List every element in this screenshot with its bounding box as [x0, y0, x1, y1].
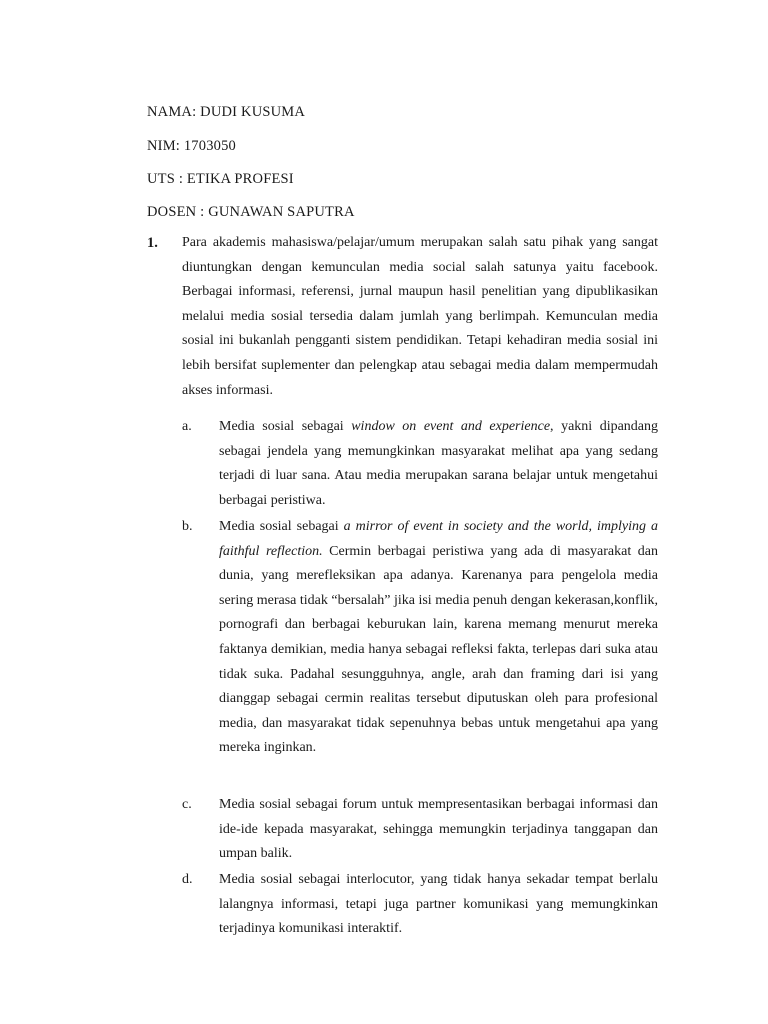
item-b-text: Media sosial sebagai a mirror of event in society and the world, implying a faithful reflection. Cermin berbagai peristiwa yang ada di masyarakat dan dunia, yang merefleksikan apa adanya. Karenanya para pengelola media sering merasa tidak “bersalah” jika isi media penuh dengan kekerasan,konflik, pornografi dan berbagai keburukan lain, karena memang menurut mereka faktanya demikian, media hanya sebagai refleksi fakta, terlepas dari suka atau tidak suka. Padahal sesungguhnya, angle, arah dan framing dari isi yang dianggap sebagai cermin realitas tersebut diputuskan oleh para profesional media, dan masyarakat tidak sepenuhnya bebas untuk mengetahui apa yang mereka inginkan. [219, 519, 658, 756]
student-nim: NIM: 1703050 [147, 138, 236, 154]
item-a-text: Media sosial sebagai window on event and experience, yakni dipandang sebagai jendela yang memungkinkan masyarakat melihat apa yang sedang terjadi di luar sana. Atau media merupakan sarana belajar untuk mengetahui berbagai peristiwa. [219, 419, 659, 508]
question-number: 1. [147, 235, 158, 251]
item-d-text: Media sosial sebagai interlocutor, yang tidak hanya sekadar tempat berlalu lalangnya informasi, tetapi juga partner komunikasi yang memungkinkan terjadinya komunikasi interaktif. [219, 872, 658, 937]
student-name: NAMA: DUDI KUSUMA [147, 104, 306, 120]
lecturer-name: DOSEN : GUNAWAN SAPUTRA [147, 204, 355, 220]
exam-subject: UTS : ETIKA PROFESI [147, 171, 294, 187]
item-a-letter: a. [182, 419, 192, 434]
item-c-letter: c. [182, 797, 192, 812]
item-b-letter: b. [182, 519, 193, 534]
item-c-text: Media sosial sebagai forum untuk mempresentasikan berbagai informasi dan ide-ide kepada masyarakat, sehingga memungkin terjadinya tanggapan dan umpan balik. [219, 797, 658, 862]
item-d-letter: d. [182, 872, 193, 887]
question-paragraph: Para akademis mahasiswa/pelajar/umum merupakan salah satu pihak yang sangat diuntungkan dengan kemunculan media social salah satunya yaitu facebook. Berbagai informasi, referensi, jurnal maupun hasil penelitian yang dipublikasikan melalui media sosial tersedia dalam jumlah yang berlimpah. Kemunculan media sosial ini bukanlah pengganti sistem pendidikan. Tetapi kehadiran media sosial ini lebih bersifat suplementer dan pelengkap atau sebagai media dalam mempermudah akses informasi. [182, 235, 658, 398]
